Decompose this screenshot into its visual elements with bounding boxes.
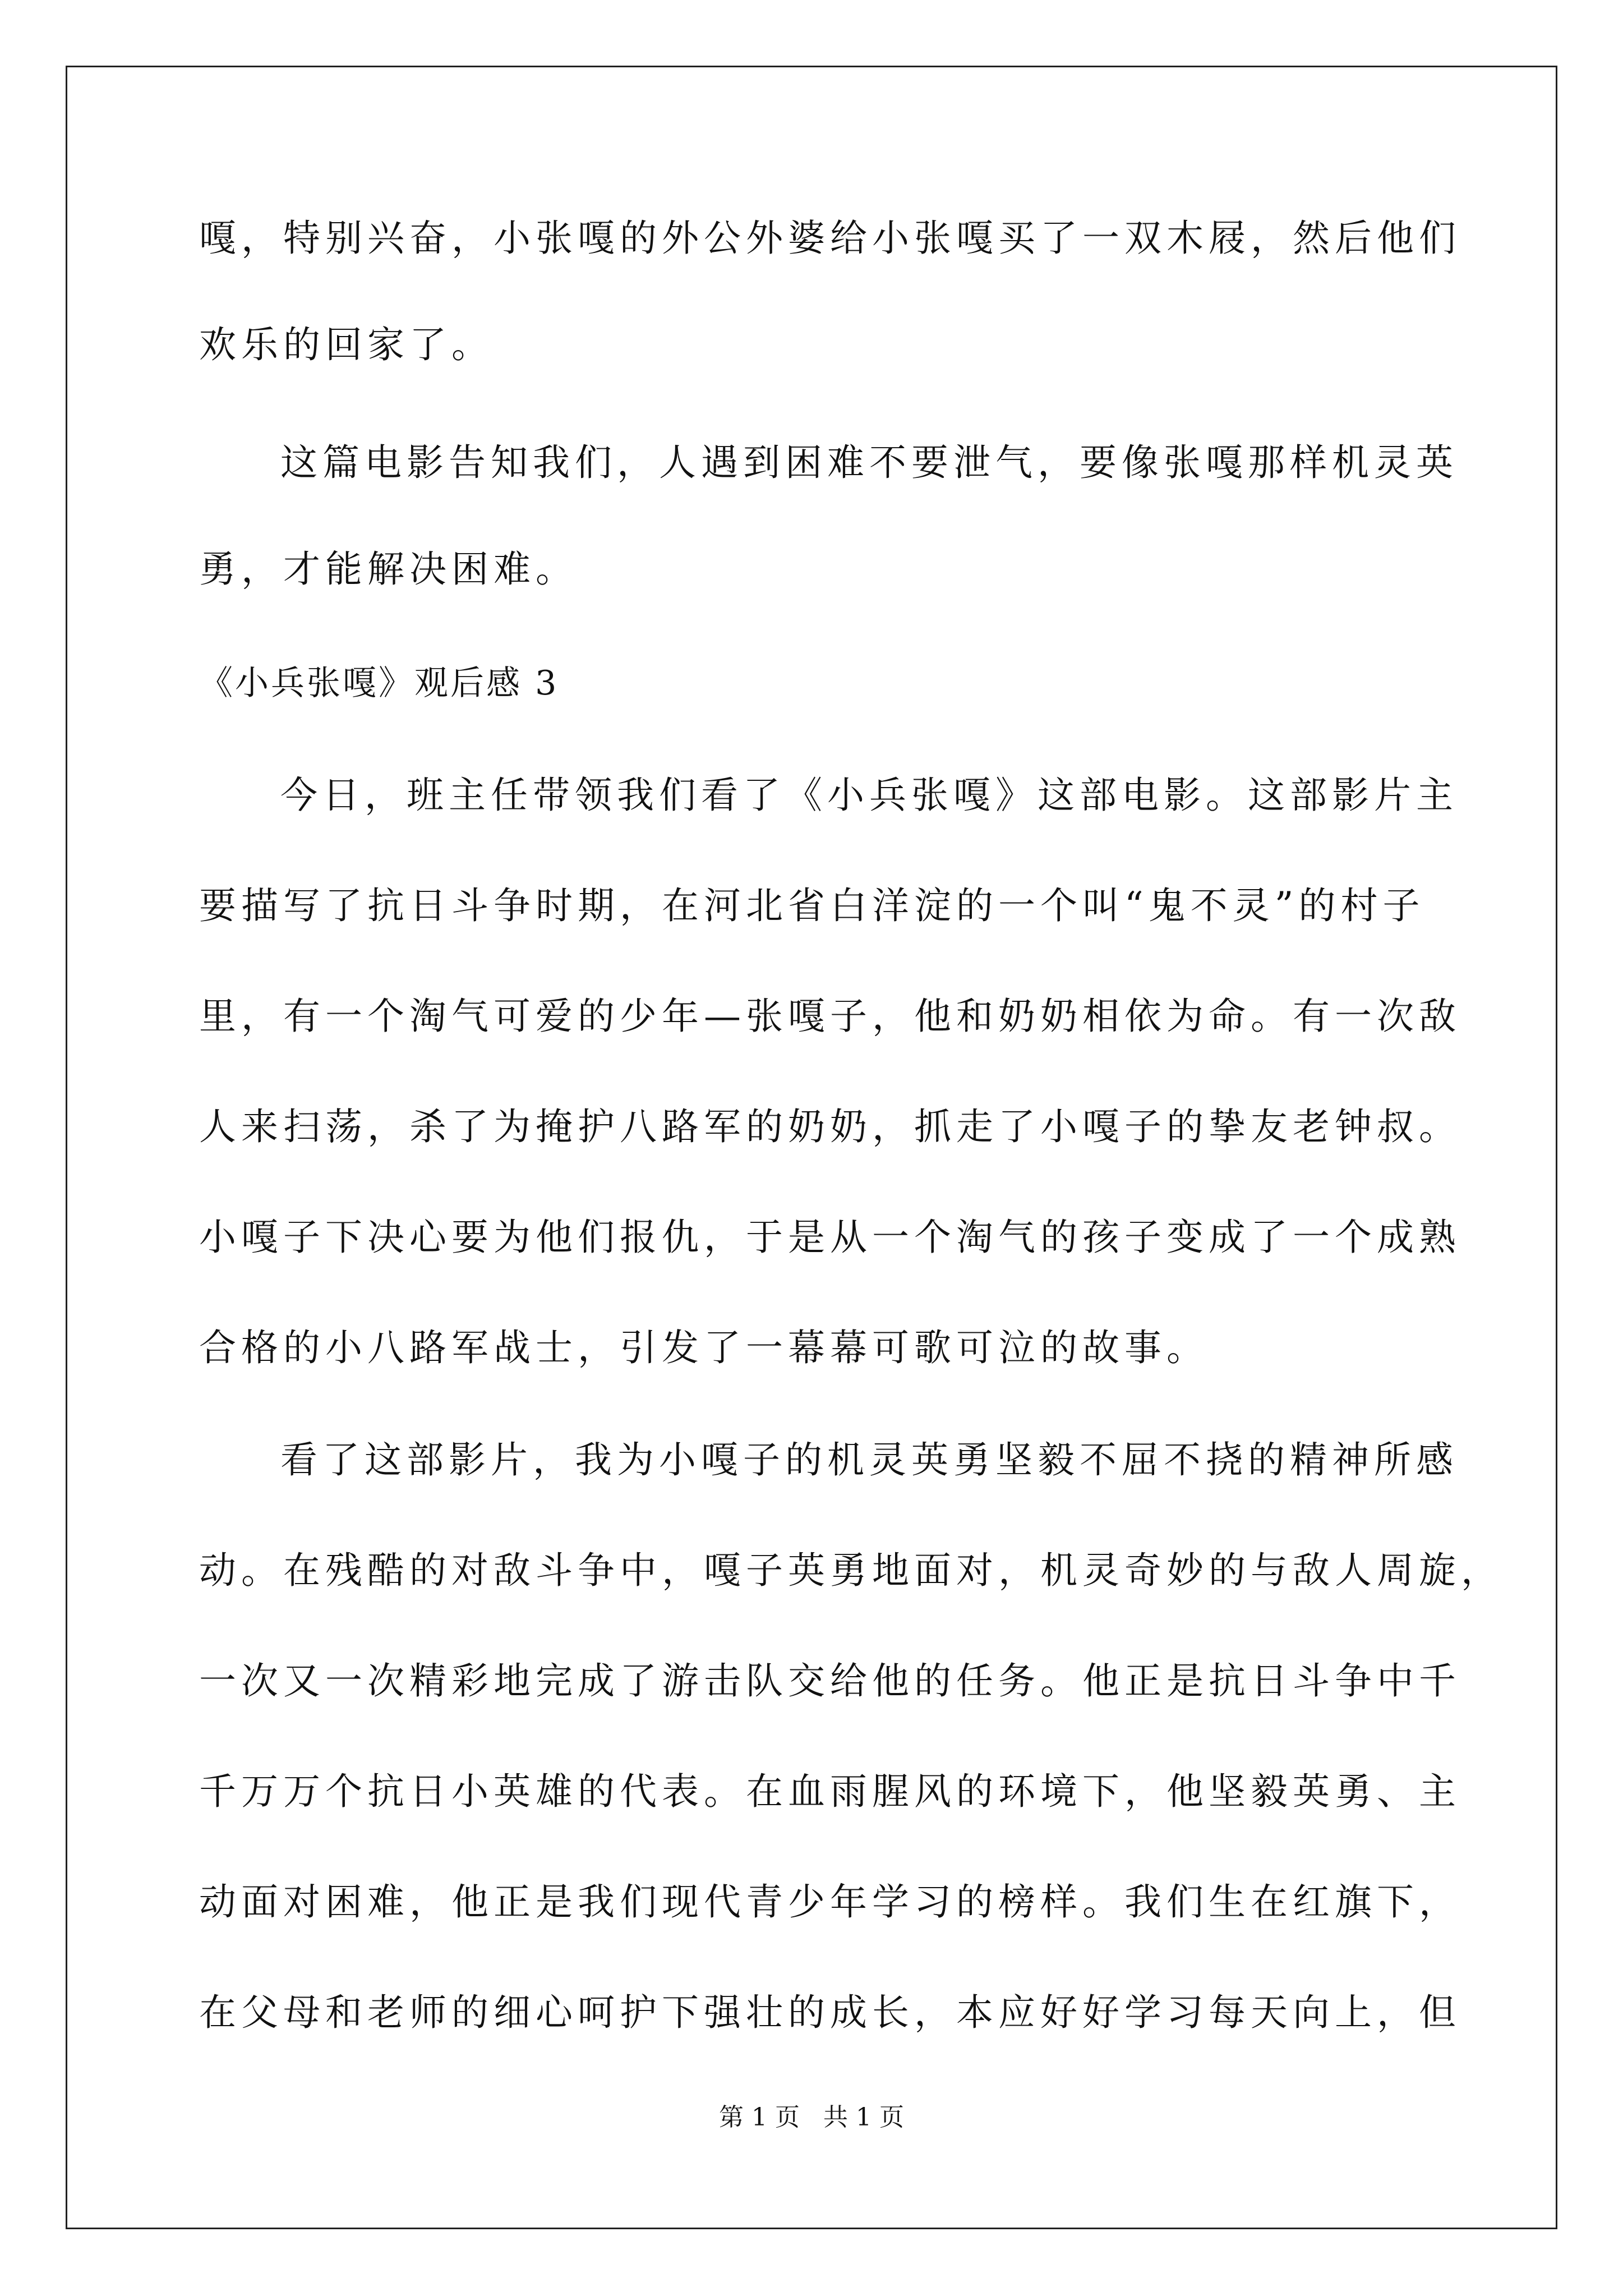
paragraph-4-line-5: 动面对困难，他正是我们现代青少年学习的榜样。我们生在红旗下，	[199, 1880, 1461, 1924]
paragraph-4-line-3: 一次又一次精彩地完成了游击队交给他的任务。他正是抗日斗争中千	[199, 1659, 1461, 1703]
paragraph-4-line-1: 看了这部影片，我为小嘎子的机灵英勇坚毅不屈不挠的精神所感	[280, 1438, 1458, 1481]
paragraph-3-line-2: 要描写了抗日斗争时期，在河北省白洋淀的一个叫“鬼不灵”的村子	[199, 884, 1425, 927]
paragraph-3-line-6: 合格的小八路军战士，引发了一幕幕可歌可泣的故事。	[199, 1326, 1209, 1369]
paragraph-4-line-2: 动。在残酷的对敌斗争中，嘎子英勇地面对，机灵奇妙的与敌人周旋，	[199, 1549, 1503, 1592]
section-heading: 《小兵张嘎》观后感 3	[199, 664, 559, 703]
paragraph-1-line-2: 欢乐的回家了。	[199, 323, 494, 366]
paragraph-3-line-3: 里，有一个淘气可爱的少年—张嘎子，他和奶奶相依为命。有一次敌	[199, 995, 1461, 1038]
paragraph-2-line-1: 这篇电影告知我们，人遇到困难不要泄气，要像张嘎那样机灵英	[280, 441, 1458, 484]
page-number-footer: 第 1 页 共 1 页	[719, 2103, 904, 2132]
paragraph-1-line-1: 嘎，特别兴奋，小张嘎的外公外婆给小张嘎买了一双木屐，然后他们	[199, 217, 1461, 260]
paragraph-4-line-4: 千万万个抗日小英雄的代表。在血雨腥风的环境下，他坚毅英勇、主	[199, 1770, 1461, 1813]
paragraph-3-line-1: 今日，班主任带领我们看了《小兵张嘎》这部电影。这部影片主	[280, 774, 1458, 817]
paragraph-2-line-2: 勇，才能解决困难。	[199, 547, 578, 591]
paragraph-4-line-6: 在父母和老师的细心呵护下强壮的成长，本应好好学习每天向上，但	[199, 1991, 1461, 2034]
paragraph-3-line-5: 小嘎子下决心要为他们报仇，于是从一个淘气的孩子变成了一个成熟	[199, 1216, 1461, 1259]
paragraph-3-line-4: 人来扫荡，杀了为掩护八路军的奶奶，抓走了小嘎子的挚友老钟叔。	[199, 1105, 1461, 1148]
